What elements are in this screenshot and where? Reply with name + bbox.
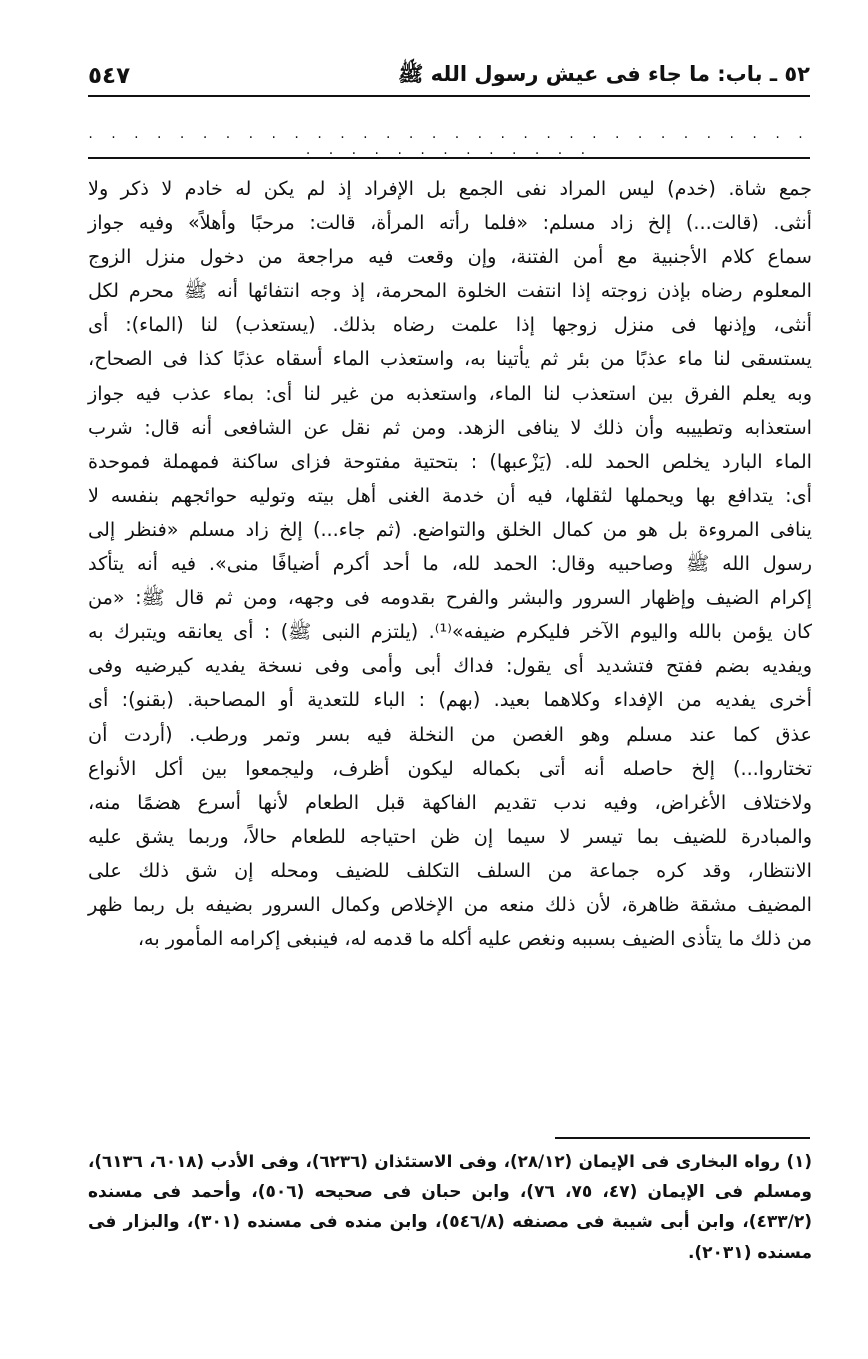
body-line: تختاروا...) إلخ حاصله أنه أتى بكماله ليكون أظرف، وليجمعوا بين أكل الأنواع [88, 756, 812, 780]
body-line: ينافى المروءة بل هو من كمال الخلق والتواضع. (ثم جاء...) إلخ زاد مسلم «فنظر إلى [88, 517, 812, 541]
body-line: يستسقى لنا ماء عذبًا من بئر ثم يأتينا به، واستعذب الماء أسقاه عذبًا كذا فى الصحاح، [88, 347, 812, 371]
page-header [88, 58, 810, 94]
body-line: جمع شاة. (خدم) ليس المراد نفى الجمع بل الإفراد إذ لم يكن له خادم لا ذكر ولا [88, 177, 812, 200]
body-line: أنثى. (قالت...) إلخ زاد مسلم: «فلما رأته المرأة، قالت: مرحبًا وأهلاً» وفيه جواز [88, 211, 812, 235]
body-line: أى: يتدافع بها ويحملها لثقلها، فيه أن خدمة الغنى أهل بيته وتوليه حوائجهم بنفسه لا [88, 483, 812, 507]
body-line: وبه يعلم الفرق بين استعذب لنا الماء، واستعذبه من غير لنا أى: بماء عذب فيه جواز [88, 381, 812, 405]
body-line: إكرام الضيف وإظهار السرور والبشر والفرح بقدومه فى وجهه، ومن ثم قال ﷺ: «من [88, 586, 812, 610]
footnote-line: مسنده (٢٠٣١). [687, 1242, 812, 1263]
footnote-line: (١) رواه البخارى فى الإيمان (٢٨/١٢)، وفى الاستئذان (٦٢٣٦)، وفى الأدب (٦٠١٨، ٦١٣٦)، [88, 1151, 812, 1171]
body-line: استعذابه وتطييبه وأن ذلك لا ينافى الزهد. ومن ثم نقل عن الشافعى أنه قال: شرب [88, 415, 812, 439]
body-line: كان يؤمن بالله واليوم الآخر فليكرم ضيفه»⁽¹⁾. (يلتزم النبى ﷺ) : أى يعانقه ويتبرك به [88, 620, 812, 644]
body-line: سماع كلام الأجنبية مع أمن الفتنة، وإن وقعت فيه مراجعة من دخول منزل الزوج [88, 245, 812, 269]
body-top-rule [88, 157, 810, 159]
header-rule [88, 95, 810, 97]
body-line: ويفديه بضم ففتح فتشديد أى يقول: فداك أبى وأمى وفى نسخة يفديه كيرضيه وفى [88, 654, 812, 678]
body-line: المضيف مشقة ظاهرة، لأن ذلك منعه من الإخلاص وكمال السرور بضيفه بل ربما ظهر [88, 892, 812, 916]
body-line: عذق كما عند مسلم وهو الغصن من النخلة فيه بسر وتمر ورطب. (أردت أن [88, 722, 812, 746]
body-line: الماء البارد يخلص الحمد لله. (يَزْعبها) : بتحتية مفتوحة فزاى ساكنة فمهملة فموحدة [88, 449, 812, 473]
body-line: المعلوم رضاه بإذن زوجته إذا انتفت الخلوة المحرمة، إذ وجه انتفائها أنه ﷺ محرم لكل [88, 279, 812, 303]
body-line: رسول الله ﷺ وصاحبيه وقال: الحمد لله، ما أحد أكرم أضيافًا منى». فيه أنه يتأكد [88, 552, 812, 576]
separator-dots: . . . . . . . . . . . . . . . . . . . . . . . . . . . . . . . . . . . . . . . . . . . . . [88, 126, 810, 158]
footnote-line: (٤٣٣/٢)، وابن أبى شيبة فى مصنفه (٥٤٦/٨)، وابن منده فى مسنده (٣٠١)، والبزار فى [88, 1212, 812, 1233]
commentary-text [88, 172, 812, 956]
footnote-rule [555, 1137, 810, 1139]
chapter-title: ٥٢ ـ باب: ما جاء فى عيش رسول الله ﷺ [397, 61, 810, 86]
body-line: أخرى يفديه من الإفداء وكلاهما بعيد. (بهم) : الباء للتعدية أو المصاحبة. (بقنو): أى [88, 688, 812, 712]
footnote-line: ومسلم فى الإيمان (٤٧، ٧٥، ٧٦)، وابن حبان فى صحيحه (٥٠٦)، وأحمد فى مسنده [88, 1181, 813, 1202]
body-line: ولاختلاف الأغراض، وفيه ندب تقديم الفاكهة قبل الطعام لأنها أسرع هضمًا منه، [88, 790, 812, 814]
body-line: أنثى، وإذنها فى منزل زوجها إذا علمت رضاه بذلك. (يستعذب) لنا (الماء): أى [88, 313, 812, 337]
page-number: ٥٤٧ [88, 63, 131, 89]
body-line: الانتظار، وقد كره جماعة من السلف التكلف للضيف ومحله إن شق ذلك على [88, 858, 812, 882]
body-line: والمبادرة للضيف بما تيسر لا سيما إن ظن احتياجه للطعام حالاً، وربما يشق عليه [88, 824, 812, 848]
body-line: من ذلك ما يتأذى الضيف بسببه ونغص عليه أكله ما قدمه له، فينبغى إكرامه المأمور به، [137, 927, 812, 951]
footnotes [88, 1146, 812, 1268]
